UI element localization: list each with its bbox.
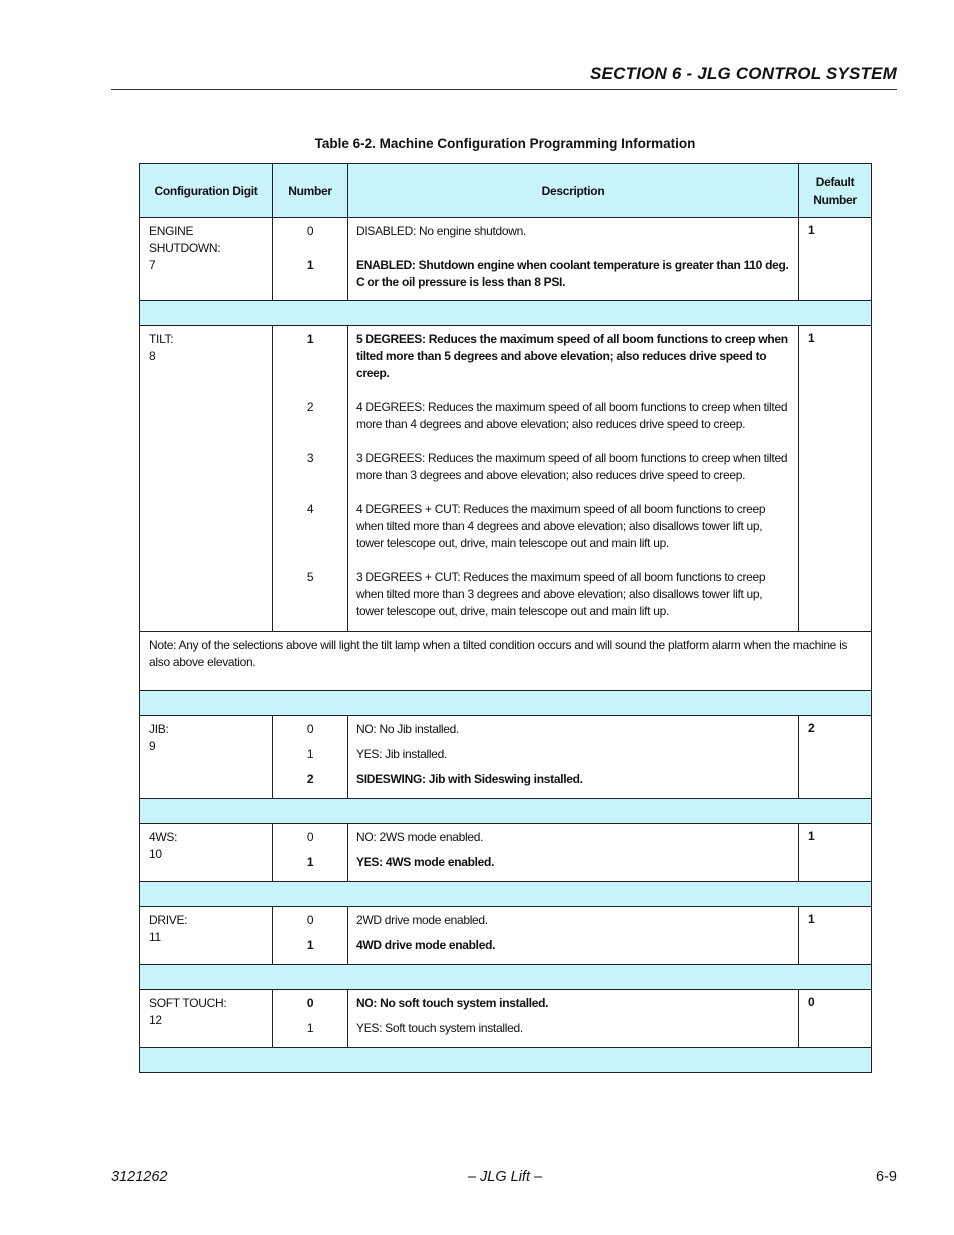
default-cell: 1 [799, 218, 872, 301]
number-cell [273, 824, 348, 882]
option-number: 1 [306, 747, 314, 761]
description-cell [348, 716, 799, 799]
col-header-default: Default Number [799, 164, 872, 218]
config-digit: 12 [149, 1013, 162, 1027]
config-name: TILT: [149, 332, 174, 346]
description-cell [348, 824, 799, 882]
config-name: 4WS: [149, 830, 178, 844]
configuration-table [139, 163, 872, 1073]
option-description: 4 DEGREES + CUT: Reduces the maximum speed of all boom functions to creep when tilted more than 4 degrees and above elevation; also disallows tower lift up, tower telescope out, drive, main telescope out and main lift up. [356, 502, 766, 550]
default-cell: 2 [799, 716, 872, 799]
number-cell [273, 218, 348, 301]
option-number: 4 [306, 502, 314, 516]
option-number: 1 [306, 1021, 314, 1035]
description-cell [348, 326, 799, 632]
option-number: 1 [306, 332, 314, 346]
config-digit-cell [140, 218, 273, 301]
config-digit-cell [140, 326, 273, 632]
table-row [140, 990, 872, 1048]
description-cell [348, 990, 799, 1048]
default-cell: 0 [799, 990, 872, 1048]
table-row [140, 326, 872, 632]
option-number: 5 [306, 570, 314, 584]
config-digit-cell [140, 716, 273, 799]
table-row [140, 218, 872, 301]
tilt-note: Note: Any of the selections above will light the tilt lamp when a tilted condition occurs and will sound the platform alarm when the machine is also above elevation. [140, 632, 872, 691]
header-rule [111, 89, 897, 90]
option-description: 3 DEGREES: Reduces the maximum speed of all boom functions to creep when tilted more than 3 degrees and above elevation; also reduces drive speed to creep. [356, 451, 788, 482]
note-row [140, 632, 872, 691]
config-name: DRIVE: [149, 913, 188, 927]
section-title: SECTION 6 - JLG CONTROL SYSTEM [590, 64, 897, 83]
col-header-digit: Configuration Digit [140, 164, 273, 218]
config-digit: 11 [149, 930, 161, 944]
spacer-row [140, 301, 872, 326]
description-cell [348, 218, 799, 301]
option-number: 0 [306, 996, 314, 1010]
number-cell [273, 990, 348, 1048]
option-description: YES: 4WS mode enabled. [356, 855, 495, 869]
default-cell: 1 [799, 907, 872, 965]
config-name: SOFT TOUCH: [149, 996, 227, 1010]
option-number: 2 [306, 772, 314, 786]
config-digit-cell [140, 907, 273, 965]
number-cell [273, 326, 348, 632]
option-number: 0 [306, 722, 314, 736]
config-digit-cell [140, 824, 273, 882]
spacer-row [140, 691, 872, 716]
col-header-description: Description [348, 164, 799, 218]
table-row [140, 907, 872, 965]
option-description: DISABLED: No engine shutdown. [356, 224, 527, 238]
table-caption: Table 6-2. Machine Configuration Programming Information [314, 136, 696, 151]
footer-page-number: 6-9 [876, 1169, 897, 1185]
option-number: 0 [306, 224, 314, 238]
config-digit: 7 [149, 258, 156, 272]
option-number: 0 [306, 830, 314, 844]
spacer-row [140, 965, 872, 990]
option-description: ENABLED: Shutdown engine when coolant temperature is greater than 110 deg. C or the oil pressure is less than 8 PSI. [356, 258, 789, 289]
footer-center-title: – JLG Lift – [467, 1169, 543, 1185]
option-description: 4WD drive mode enabled. [356, 938, 496, 952]
option-description: NO: No Jib installed. [356, 722, 460, 736]
option-number: 0 [306, 913, 314, 927]
option-number: 1 [306, 938, 314, 952]
table-row [140, 716, 872, 799]
spacer-row [140, 799, 872, 824]
option-description: 2WD drive mode enabled. [356, 913, 488, 927]
config-digit: 9 [149, 739, 156, 753]
option-description: 3 DEGREES + CUT: Reduces the maximum speed of all boom functions to creep when tilted more than 3 degrees and above elevation; also disallows tower lift up, tower telescope out, drive, main telescope out and main lift up. [356, 570, 766, 618]
config-name: ENGINE SHUTDOWN: [149, 224, 221, 255]
option-description: NO: No soft touch system installed. [356, 996, 549, 1010]
default-cell: 1 [799, 326, 872, 632]
number-cell [273, 907, 348, 965]
table-header-row [140, 164, 872, 218]
option-description: YES: Jib installed. [356, 747, 448, 761]
option-number: 1 [306, 855, 314, 869]
option-description: 4 DEGREES: Reduces the maximum speed of all boom functions to creep when tilted more than 4 degrees and above elevation; also reduces drive speed to creep. [356, 400, 788, 431]
option-description: NO: 2WS mode enabled. [356, 830, 484, 844]
number-cell [273, 716, 348, 799]
config-digit: 10 [149, 847, 162, 861]
option-number: 2 [306, 400, 314, 414]
spacer-row [140, 1048, 872, 1073]
option-number: 1 [306, 258, 314, 272]
option-description: 5 DEGREES: Reduces the maximum speed of all boom functions to creep when tilted more than 5 degrees and above elevation; also reduces drive speed to creep. [356, 332, 788, 380]
config-name: JIB: [149, 722, 169, 736]
table-row [140, 824, 872, 882]
config-digit-cell [140, 990, 273, 1048]
default-cell: 1 [799, 824, 872, 882]
option-number: 3 [306, 451, 314, 465]
spacer-row [140, 882, 872, 907]
col-header-number: Number [273, 164, 348, 218]
config-digit: 8 [149, 349, 156, 363]
option-description: YES: Soft touch system installed. [356, 1021, 523, 1035]
description-cell [348, 907, 799, 965]
option-description: SIDESWING: Jib with Sideswing installed. [356, 772, 583, 786]
footer-doc-number: 3121262 [111, 1169, 168, 1185]
